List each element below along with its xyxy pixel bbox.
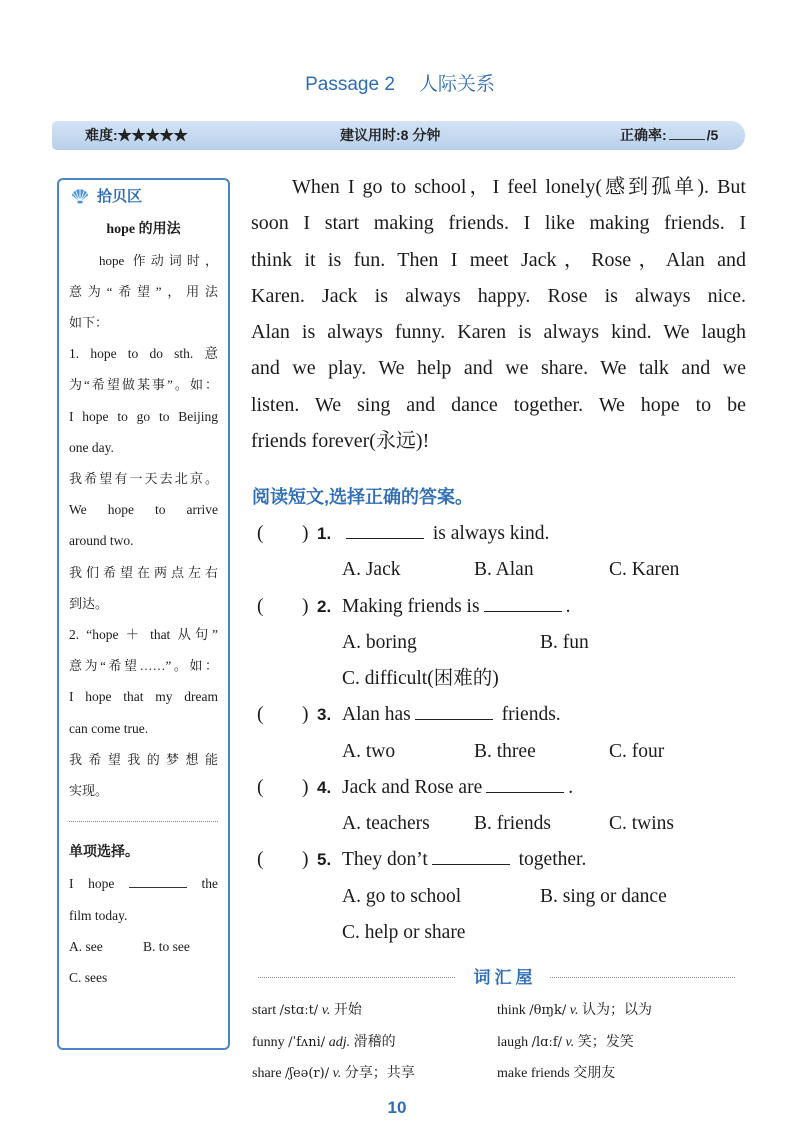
example-line: I hope that my dream xyxy=(69,689,218,705)
stem-post: friends. xyxy=(496,704,561,726)
exercise-blank xyxy=(129,875,187,888)
shell-icon xyxy=(70,186,90,204)
usage-line: 意为“希望……”。如： xyxy=(69,658,218,674)
accuracy-total: /5 xyxy=(706,127,719,143)
stem-post: is always kind. xyxy=(428,523,550,544)
passage-line: and we play. We help and we share. We talk and we xyxy=(251,357,746,380)
vocab-meaning: 滑稽的 xyxy=(353,1034,396,1050)
question-2 xyxy=(250,589,745,625)
vocab-pos: adj. xyxy=(328,1034,351,1050)
vocab-phonetic: /lɑːf/ xyxy=(531,1034,563,1050)
exercise-stem-line2: film today. xyxy=(69,907,128,923)
task-heading: 阅读短文,选择正确的答案。 xyxy=(252,487,473,507)
answer-bracket-open: ( xyxy=(257,523,264,544)
question-5-options xyxy=(250,879,745,915)
reading-passage xyxy=(251,169,746,459)
passage-line: Karen. Jack is always happy. Rose is always nice. xyxy=(251,284,746,307)
option-a: A. go to school xyxy=(342,885,462,907)
answer-bracket-close: ) xyxy=(302,849,309,871)
stem-pre: They don’t xyxy=(342,849,428,871)
passage-line: think it is fun. Then I meet Jack，Rose，Alan and xyxy=(251,248,746,271)
fill-blank xyxy=(484,595,562,612)
vocab-phonetic: /stɑːt/ xyxy=(279,1003,319,1018)
vocab-word: laugh xyxy=(497,1034,529,1050)
question-number: 3. xyxy=(317,705,332,725)
vocab-word: funny xyxy=(252,1034,285,1050)
question-3 xyxy=(250,697,745,733)
answer-bracket-close: ) xyxy=(302,595,309,617)
exercise-option-a: A. see xyxy=(69,938,103,954)
vocab-meaning: 交朋友 xyxy=(573,1066,616,1081)
exercise-stem-post: the xyxy=(201,876,218,892)
sidebar-content xyxy=(69,214,218,994)
option-b: B. fun xyxy=(540,631,589,653)
vocab-meaning: 笑；发笑 xyxy=(577,1034,634,1050)
question-1-options xyxy=(250,552,745,588)
exercise-heading: 单项选择。 xyxy=(69,845,139,861)
usage-line: 如下： xyxy=(69,315,109,331)
vocab-heading: 词汇屋 xyxy=(473,968,537,987)
passage-topic: 人际关系 xyxy=(418,74,495,95)
passage-line: When I go to school，I feel lonely(感到孤单). But xyxy=(292,176,746,198)
stem-pre: Alan has xyxy=(342,704,411,726)
question-stem xyxy=(342,842,586,878)
passage-line: friends forever(永远)! xyxy=(251,430,430,453)
stem-pre: Jack and Rose are xyxy=(342,776,483,798)
question-4 xyxy=(250,770,745,806)
info-bar xyxy=(52,121,745,150)
exercise-option-c: C. sees xyxy=(69,970,108,985)
option-c: C. twins xyxy=(609,813,675,835)
question-number: 4. xyxy=(317,777,332,797)
accuracy-label: 正确率: xyxy=(620,127,667,143)
option-b: B. friends xyxy=(474,813,551,835)
vocab-item xyxy=(252,1027,497,1059)
accuracy-blank xyxy=(669,126,705,140)
suggested-time: 建议用时:8 分钟 xyxy=(340,127,441,143)
answer-bracket-open: ( xyxy=(257,704,264,726)
option-a: A. teachers xyxy=(342,813,430,835)
vocab-pos: v. xyxy=(565,1034,575,1050)
answer-bracket-open: ( xyxy=(257,776,264,798)
option-c: C. help or share xyxy=(342,921,466,943)
vocab-pos: v. xyxy=(569,1003,579,1018)
vocab-pos: v. xyxy=(332,1066,342,1081)
answer-bracket-close: ) xyxy=(302,523,309,544)
vocab-word: share xyxy=(252,1066,282,1081)
option-b: B. three xyxy=(474,740,536,762)
example-line: We hope to arrive xyxy=(69,502,218,518)
option-a: A. boring xyxy=(342,631,417,653)
vocab-item xyxy=(497,1058,742,1090)
exercise-stem xyxy=(69,868,218,899)
vocab-meaning: 认为；以为 xyxy=(581,1003,652,1018)
answer-bracket-open: ( xyxy=(257,849,264,871)
question-number: 1. xyxy=(317,524,332,543)
passage-line: Alan is always funny. Karen is always kind. We laugh xyxy=(251,321,746,344)
vocab-word: think xyxy=(497,1003,526,1018)
option-c: C. Karen xyxy=(609,559,680,581)
example-translation: 我希望我的梦想能 xyxy=(69,751,218,767)
dotted-divider xyxy=(69,806,218,837)
usage-line: hope 作动词时， xyxy=(99,252,218,268)
usage-line: 1. hope to do sth. 意 xyxy=(69,346,218,362)
vocab-item xyxy=(252,995,497,1027)
vocab-phonetic: /ˈfʌni/ xyxy=(288,1034,326,1050)
exercise-stem-pre: I hope xyxy=(69,876,115,892)
passage-line: listen. We sing and dance together. We hope to be xyxy=(251,393,746,416)
example-line: one day. xyxy=(69,439,114,455)
vocab-word: make friends xyxy=(497,1066,570,1081)
fill-blank xyxy=(415,703,493,720)
stem-pre: Making friends is xyxy=(342,595,480,617)
question-2-options xyxy=(250,625,745,661)
vocab-phonetic: /θɪŋk/ xyxy=(529,1003,567,1018)
vocab-item xyxy=(497,1027,742,1059)
question-5-options-cont xyxy=(250,915,745,951)
vocab-word: start xyxy=(252,1003,277,1018)
example-translation: 到达。 xyxy=(69,595,109,611)
example-translation: 我们希望在两点左右 xyxy=(69,564,218,580)
option-c: C. four xyxy=(609,740,665,762)
accuracy xyxy=(620,121,718,150)
sidebar-tip-box xyxy=(57,178,230,1050)
answer-bracket-open: ( xyxy=(257,595,264,617)
example-translation: 我希望有一天去北京。 xyxy=(69,471,218,486)
question-stem xyxy=(342,516,549,552)
question-3-options xyxy=(250,734,745,770)
question-number: 5. xyxy=(317,850,332,870)
question-stem xyxy=(342,697,561,733)
difficulty-stars: ★★★★★ xyxy=(117,127,188,143)
page-number: 10 xyxy=(387,1098,407,1117)
question-1 xyxy=(250,516,745,552)
example-translation: 实现。 xyxy=(69,782,109,798)
fill-blank xyxy=(486,776,564,793)
vocab-item xyxy=(252,1058,497,1090)
example-line: can come true. xyxy=(69,720,149,736)
option-b: B. sing or dance xyxy=(540,885,667,907)
answer-bracket-close: ) xyxy=(302,704,309,726)
questions xyxy=(250,516,745,951)
sidebar-header xyxy=(70,183,142,207)
usage-topic: hope 的用法 xyxy=(106,221,181,237)
usage-line: 2. “hope ＋ that 从句” xyxy=(69,626,218,642)
fill-blank xyxy=(432,848,510,865)
vocab-pos: v. xyxy=(321,1003,331,1018)
exercise-option-b: B. to see xyxy=(143,938,190,954)
difficulty xyxy=(85,121,188,150)
passage-title xyxy=(0,73,800,97)
vocab-meaning: 开始 xyxy=(333,1003,362,1018)
stem-post: . xyxy=(568,776,574,798)
usage-line: 为“希望做某事”。如： xyxy=(69,377,218,393)
difficulty-label: 难度: xyxy=(85,127,118,143)
question-2-options-cont xyxy=(250,661,745,697)
answer-bracket-close: ) xyxy=(302,776,309,798)
example-line: around two. xyxy=(69,533,134,549)
fill-blank xyxy=(346,522,424,539)
vocab-phonetic: /ʃeə(r)/ xyxy=(285,1066,330,1081)
usage-line: 意为“希望”，用法 xyxy=(69,283,218,299)
vocab-divider xyxy=(258,965,735,991)
vocab-item xyxy=(497,995,742,1027)
passage-line: soon I start making friends. I like making friends. I xyxy=(251,212,746,235)
option-b: B. Alan xyxy=(474,559,534,581)
question-stem xyxy=(342,770,573,806)
option-c: C. difficult(困难的) xyxy=(342,668,499,690)
question-stem xyxy=(342,589,570,625)
stem-post: together. xyxy=(513,849,587,871)
example-line: I hope to go to Beijing xyxy=(69,408,218,424)
question-number: 2. xyxy=(317,596,332,616)
vocab-list xyxy=(252,995,742,1090)
passage-number: Passage 2 xyxy=(305,74,395,95)
option-a: A. Jack xyxy=(342,559,401,581)
exercise-options xyxy=(69,931,218,962)
vocab-meaning: 分享；共享 xyxy=(344,1066,415,1081)
sidebar-heading: 拾贝区 xyxy=(97,187,143,205)
question-5 xyxy=(250,842,745,878)
stem-post: . xyxy=(565,595,571,617)
question-4-options xyxy=(250,806,745,842)
option-a: A. two xyxy=(342,740,396,762)
